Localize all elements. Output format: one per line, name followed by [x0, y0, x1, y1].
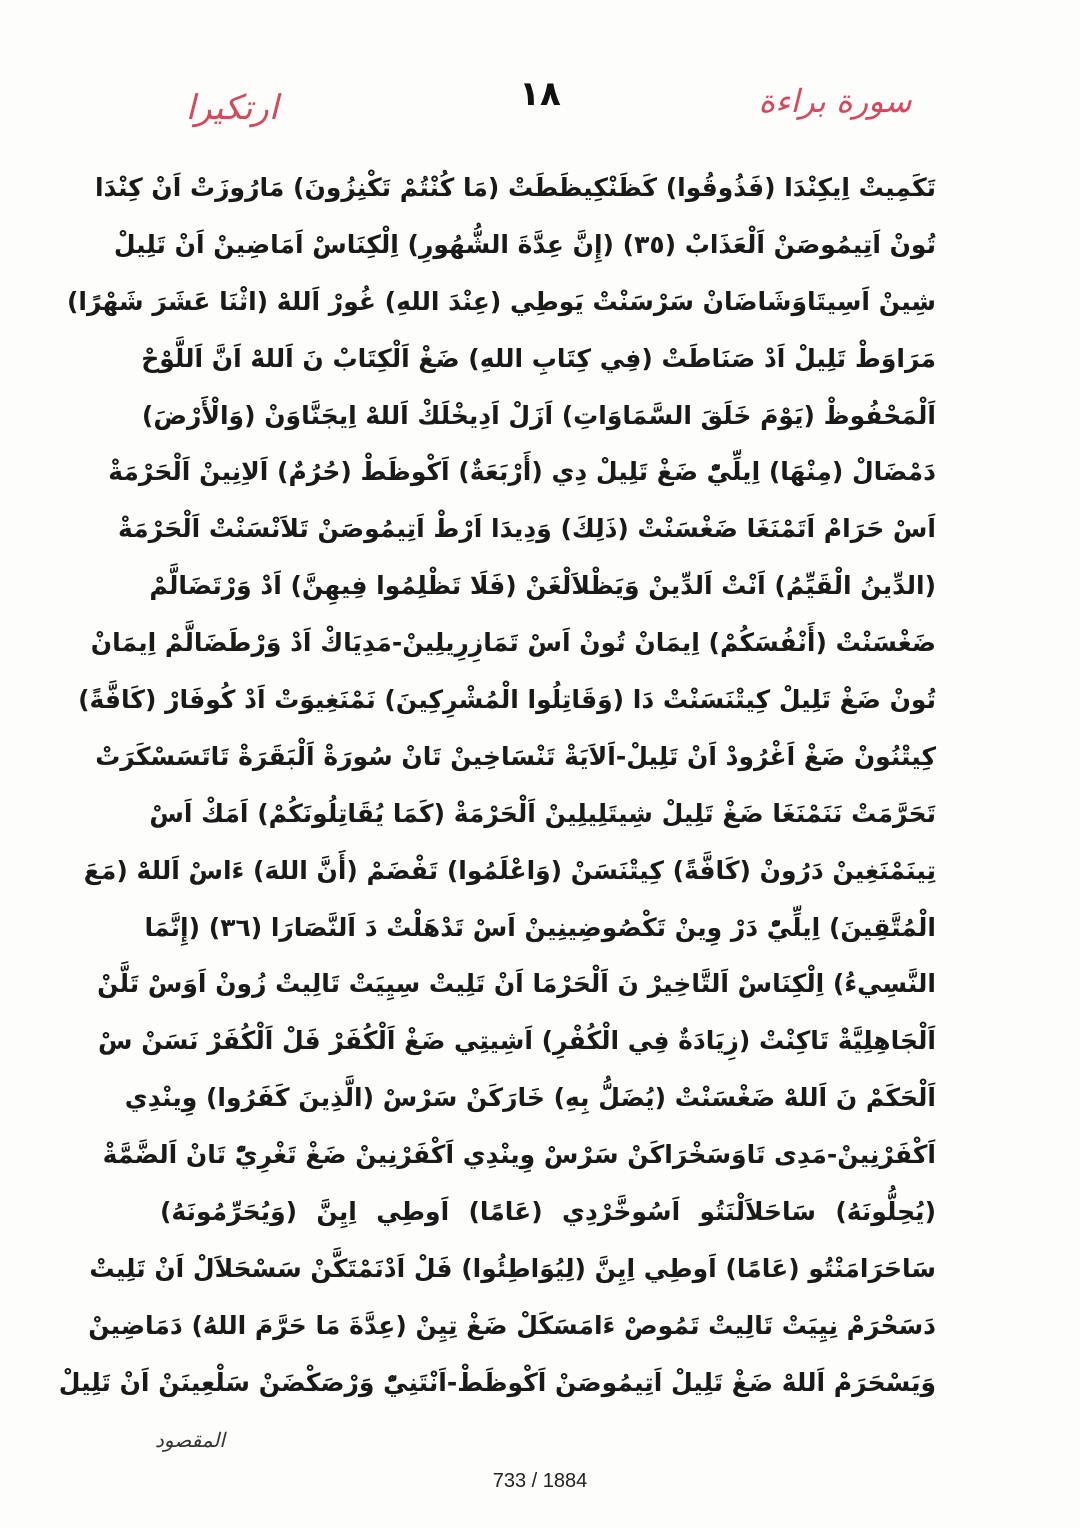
- page-number: ١٨: [519, 74, 561, 114]
- text-line: اَلْجَاهِلِيَّةْ تَاكِنْتْ (زِيَادَةٌ فِي الْكُفْرِ) اَشِيتِي ضَغْ اَلْكُفَرْ فَلْ اَلْكُفَرْ نَسَنْ سْ: [98, 1026, 936, 1056]
- text-line: (يُحِلُّونَهُ) سَاحَلاَلْنَتُو اَسُوخَّرْدِي (عَامًا) اَوطِي اِيِنَّ (وَيُحَرِّمُونَهُ): [160, 1197, 936, 1227]
- text-line: اَلْمَحْفُوظْ (يَوْمَ خَلَقَ السَّمَاوَاتِ) اَزَلْ اَدِيخْلَكْ اَللهْ اِيجَنَّاوَنْ (وَالْأَرْضَ): [141, 400, 936, 430]
- text-line: تَحَرَّمَتْ نَنَمْنَغَا ضَغْ تَلِيلْ شِيتَلِيلِينْ اَلْحَرْمَةْ (كَمَا يُقَاتِلُونَكُمْ) اَمَكْ اَسْ: [149, 798, 936, 828]
- text-line: ضَغْسَنْتْ (أَنْفُسَكُمْ) اِيمَانْ تُونْ اَسْ تَمَازِرِيلِينْ-مَدِيَاكْ اَدْ وَرْطَضَالَّمْ اِيمَانْ: [90, 628, 936, 658]
- body-text: [58, 160, 936, 1412]
- text-line: كِيتْنُونْ ضَغْ اَغْرُودْ اَنْ تَلِيلْ-اَلاَيَةْ تَنْسَاخِينْ تَانْ سُورَةْ اَلْبَقَرَةْ تَاتَسَسْكَرَتْ: [95, 741, 936, 771]
- text-line: (الدِّينُ الْقَيِّمُ) اَنْتْ اَلدِّينْ وَيَظْلاَلْغَنْ (فَلَا تَظْلِمُوا فِيهِنَّ) اَدْ وَرْتَضَالَّمْ: [149, 571, 936, 601]
- catchword: المقصود: [155, 1428, 225, 1452]
- surah-name-note: سورة براءة: [758, 82, 912, 120]
- margin-note: ارتكيرا: [185, 88, 279, 128]
- text-line: اَسْ حَرَامْ اَتَمْنَغَا ضَغْسَنْتْ (ذَلِكَ) وَدِيدَا اَرْطْ اَتِيمُوصَنْ تَلاَنْسَنْتْ اَلْحَرْمَةْ: [118, 514, 936, 544]
- text-line: تُونْ اَتِيمُوصَنْ اَلْعَذَابْ (٣٥) (إِنَّ عِدَّةَ الشُّهُورِ) اِلْكِنَاسْ اَمَاضِينْ اَنْ تَلِيلْ: [113, 229, 936, 259]
- text-line: تِينَمْنَغِينْ دَرُونْ (كَافَّةً) كِيتْنَسَنْ (وَاعْلَمُوا) تَفْضَمْ (أَنَّ اللهَ) ءَاسْ اَللهْ (مَعَ: [83, 855, 936, 885]
- text-line: تُونْ ضَغْ تَلِيلْ كِيتْنَسَنْتْ دَا (وَقَاتِلُوا الْمُشْرِكِينَ) نَمْنَغِيوَتْ اَدْ كُوفَارْ (كَافَّةً): [78, 685, 936, 715]
- text-line: مَرَاوَطْ تَلِيلْ اَدْ صَنَاطَتْ (فِي كِتَابِ اللهِ) ضَغْ اَلْكِتَابْ نَ اَللهْ اَنَّ اَللَّوْحْ: [141, 343, 936, 373]
- text-line: سَاحَرَامَنْتُو (عَامًا) اَوطِي اِيِنَّ (لِيُوَاطِئُوا) فَلْ اَدْنَمْتَكَّنْ سَسْحَلاَلْ اَنْ تَلِيتْ: [89, 1253, 936, 1283]
- text-line: تَكَمِيتْ اِيكِنْدَا (فَذُوقُوا) كَظَنْكِيظَطَتْ (مَا كُنْتُمْ تَكْنِزُونَ) مَارُوزَتْ اَنْ كِنْدَا: [94, 173, 936, 202]
- text-line: اَلْحَكَمْ نَ اَللهْ ضَغْسَنْتْ (يُضَلُّ بِهِ) خَارَكَنْ سَرْسْ (الَّذِينَ كَفَرُوا) وِينْدِي: [124, 1083, 936, 1113]
- page-counter: 733 / 1884: [492, 1470, 588, 1492]
- text-line: شِينْ اَسِيتَاوَشَاضَانْ سَرْسَنْتْ يَوطِي (عِنْدَ اللهِ) غُورْ اَللهْ (اثْنَا عَشَرَ شَهْرًا): [66, 286, 936, 316]
- text-line: وَيَسْحَرَمْ اَللهْ ضَغْ تَلِيلْ اَتِيمُوصَنْ اَكْوظَطْ-اَنْتَنِيّْ وَرْصَكْضَنْ سَلْعِينَنْ اَنْ تَلِيلْ: [58, 1367, 936, 1397]
- text-line: النَّسِيءُ) اِلْكِنَاسْ اَلتَّاخِيرْ نَ اَلْحَرْمَا اَنْ تَلِيتْ سِيِيَتْ تَالِيتْ زُونْ اَوَسْ تَلَّنْ: [97, 969, 936, 999]
- text-line: دَسَحْرَمْ نِيِيَتْ تَالِيتْ تَمُوصْ ءَامَسَكَلْ ضَغْ تِيِنْ (عِدَّةَ مَا حَرَّمَ اللهُ) دَمَاضِينْ: [88, 1310, 936, 1340]
- text-line: الْمُتَّقِينَ) اِيلِّيّْ دَرْ وِينْ تَكْصُوضِينِينْ اَسْ تَدْهَلْتْ دَ اَلنَّصَارَا (٣٦) (إِنَّمَا: [144, 912, 936, 942]
- text-line: اَكْفَرْنِينْ-مَدِى تَاوَسَخْرَاكَنْ سَرْسْ وِينْدِي اَكْفَرْنِينْ ضَغْ تَغْرِيّْ تَانْ اَلضَّمَّةْ: [102, 1140, 936, 1170]
- text-line: دَمْضَالْ (مِنْهَا) اِيلِّيّْ ضَغْ تَلِيلْ دِي (أَرْبَعَةٌ) اَكْوظَطْ (حُرُمٌ) اَلاِنِينْ اَلْحَرْمَةْ: [108, 457, 936, 487]
